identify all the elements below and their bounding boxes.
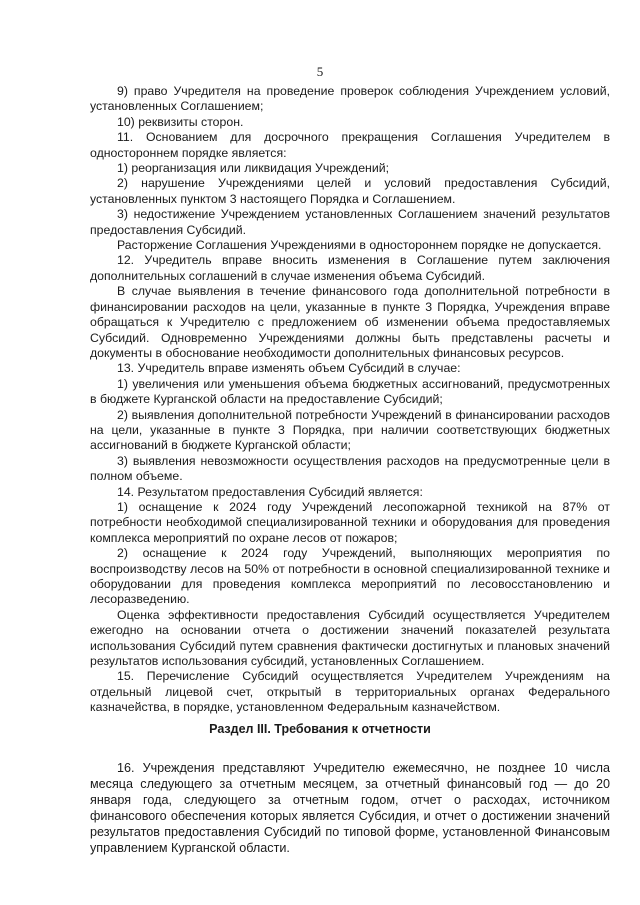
- paragraph: 10) реквизиты сторон.: [117, 114, 244, 129]
- paragraph: 1) оснащение к 2024 году Учреждений лесопожарной техникой на 87% от потребности необходимой специализированной техники и оборудования для проведения комплекса мероприятий по охране лесов от пожаров;: [90, 499, 610, 545]
- paragraph: 2) выявления дополнительной потребности Учреждений в финансировании расходов на цели, указанные в пункте 3 Порядка, при наличии соответствующих бюджетных ассигнований в бюджете Курганской области;: [90, 407, 610, 453]
- paragraph: 16. Учреждения представляют Учредителю ежемесячно, не позднее 10 числа месяца следующего за отчетным месяцем, за отчетный финансовый год — до 20 января года, следующего за отчетным годом, отчет о расходах, источником финансового обеспечения которых является Субсидия, и отчет о достижении значений результатов предоставления Субсидий по типовой форме, установленной Финансовым управлением Курганской области.: [90, 761, 610, 855]
- paragraph: 3) выявления невозможности осуществления расходов на предусмотренные цели в полном объеме.: [90, 453, 610, 484]
- section-heading: Раздел III. Требования к отчетности: [209, 722, 431, 736]
- body-text: [90, 84, 610, 716]
- paragraph: 2) оснащение к 2024 году Учреждений, выполняющих мероприятия по воспроизводству лесов на 50% от потребности в основной специализированной технике и оборудовании для проведения комплекса мероприятий по лесовосстановлению и лесоразведению.: [90, 546, 610, 607]
- paragraph: 14. Результатом предоставления Субсидий является:: [117, 484, 423, 499]
- paragraph: 13. Учредитель вправе изменять объем Субсидий в случае:: [117, 361, 461, 376]
- paragraph: 3) недостижение Учреждением установленных Соглашением значений результатов предоставления Субсидий.: [90, 207, 610, 237]
- paragraph: 15. Перечисление Субсидий осуществляется Учредителем Учреждениям на отдельный лицевой счет, открытый в территориальных органах Федерального казначейства, в порядке, установленном Федеральным казначейством.: [90, 669, 610, 715]
- paragraph: 1) реорганизация или ликвидация Учреждений;: [117, 161, 389, 176]
- paragraph: 9) право Учредителя на проведение проверок соблюдения Учреждением условий, установленных Соглашением;: [90, 84, 610, 114]
- body-text-section-3: [90, 760, 610, 856]
- paragraph: В случае выявления в течение финансового года дополнительной потребности в финансировании расходов на цели, указанные в пункте 3 Порядка, Учреждения вправе обращаться к Учредителю с предложением об изменении объема предоставляемых Субсидий. Одновременно Учреждениями должны быть представлены расчеты и документы в обоснование необходимости дополнительных финансовых ресурсов.: [90, 284, 610, 360]
- paragraph: Расторжение Соглашения Учреждениями в одностороннем порядке не допускается.: [117, 238, 602, 253]
- paragraph: 12. Учредитель вправе вносить изменения в Соглашение путем заключения дополнительных соглашений в случае изменения объема Субсидий.: [90, 253, 610, 283]
- paragraph: 11. Основанием для досрочного прекращения Соглашения Учредителем в одностороннем порядке является:: [90, 130, 610, 160]
- paragraph: 2) нарушение Учреждениями целей и условий предоставления Субсидий, установленных пунктом 3 настоящего Порядка и Соглашением.: [90, 176, 610, 206]
- paragraph: 1) увеличения или уменьшения объема бюджетных ассигнований, предусмотренных в бюджете Курганской области на предоставление Субсидий;: [90, 376, 610, 407]
- paragraph: Оценка эффективности предоставления Субсидий осуществляется Учредителем ежегодно на основании отчета о достижении значений показателей результата использования Субсидий путем сравнения фактически достигнутых и плановых значений результатов использования субсидий, установленных Соглашением.: [90, 607, 610, 669]
- page-number: 5: [316, 64, 324, 79]
